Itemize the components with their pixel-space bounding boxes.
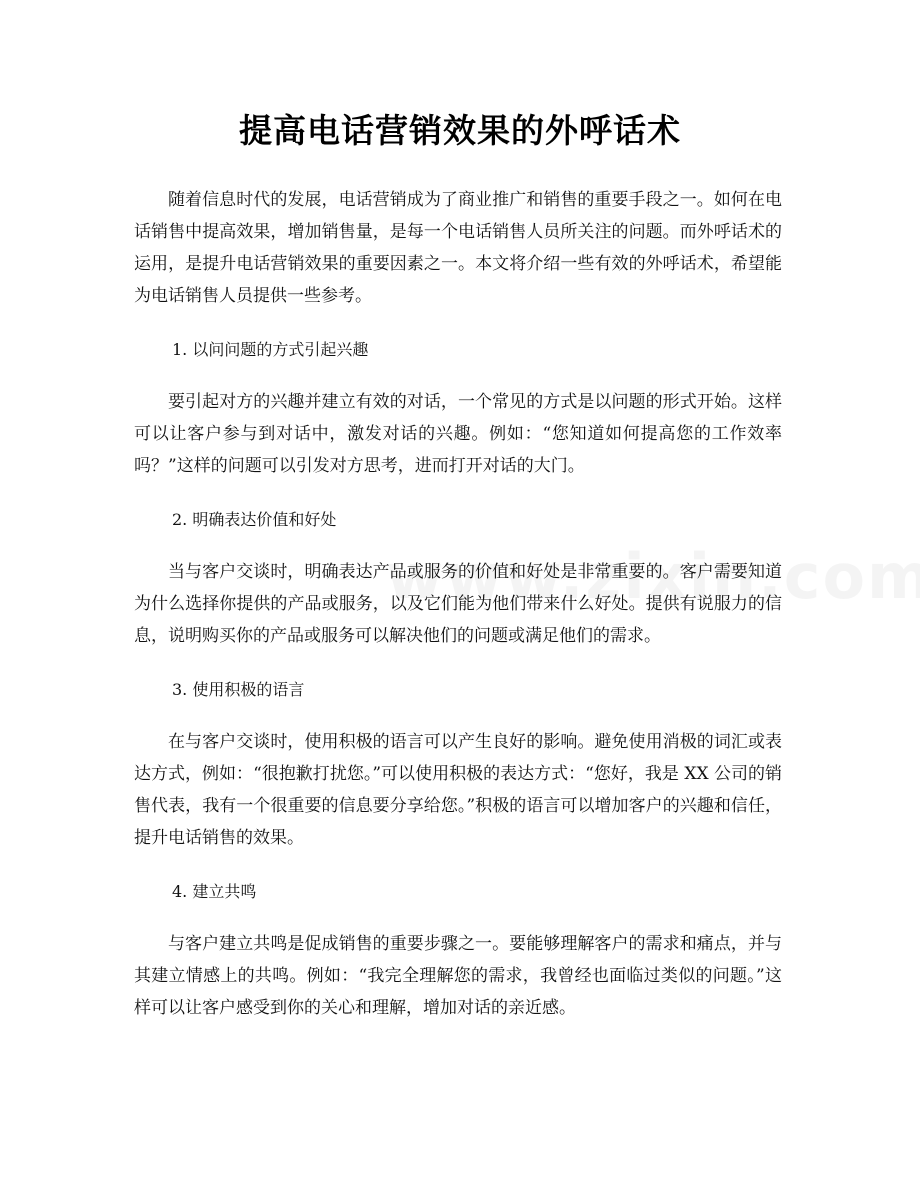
document-body — [134, 184, 782, 1048]
section-paragraph-2: 当与客户交谈时，明确表达产品或服务的价值和好处是非常重要的。客户需要知道为什么选择你提供的产品或服务，以及它们能为他们带来什么好处。提供有说服力的信息，说明购买你的产品或服务可以解决他们的问题或满足他们的需求。 — [134, 562, 782, 646]
section-heading-1: 1. 以问问题的方式引起兴趣 — [172, 340, 369, 359]
section-heading-2: 2. 明确表达价值和好处 — [172, 510, 337, 529]
section-heading-4: 4. 建立共鸣 — [172, 882, 257, 901]
section-paragraph-3: 在与客户交谈时，使用积极的语言可以产生良好的影响。避免使用消极的词汇或表达方式，例如：“很抱歉打扰您。”可以使用积极的表达方式：“您好，我是 XX 公司的销售代表，我有一个很重要的信息要分享给您。”积极的语言可以增加客户的兴趣和信任，提升电话销售的效果。 — [134, 732, 782, 848]
section-heading-3: 3. 使用积极的语言 — [172, 680, 305, 699]
section-paragraph-4: 与客户建立共鸣是促成销售的重要步骤之一。要能够理解客户的需求和痛点，并与其建立情感上的共鸣。例如：“我完全理解您的需求，我曾经也面临过类似的问题。”这样可以让客户感受到你的关心和理解，增加对话的亲近感。 — [134, 934, 782, 1018]
section-paragraph-1: 要引起对方的兴趣并建立有效的对话，一个常见的方式是以问题的形式开始。这样可以让客户参与到对话中，激发对话的兴趣。例如：“您知道如何提高您的工作效率吗？”这样的问题可以引发对方思考，进而打开对话的大门。 — [134, 392, 782, 476]
intro-paragraph: 随着信息时代的发展，电话营销成为了商业推广和销售的重要手段之一。如何在电话销售中提高效果，增加销售量，是每一个电话销售人员所关注的问题。而外呼话术的运用，是提升电话营销效果的重要因素之一。本文将介绍一些有效的外呼话术，希望能为电话销售人员提供一些参考。 — [134, 190, 782, 306]
document-title: 提高电话营销效果的外呼话术 — [239, 111, 681, 150]
